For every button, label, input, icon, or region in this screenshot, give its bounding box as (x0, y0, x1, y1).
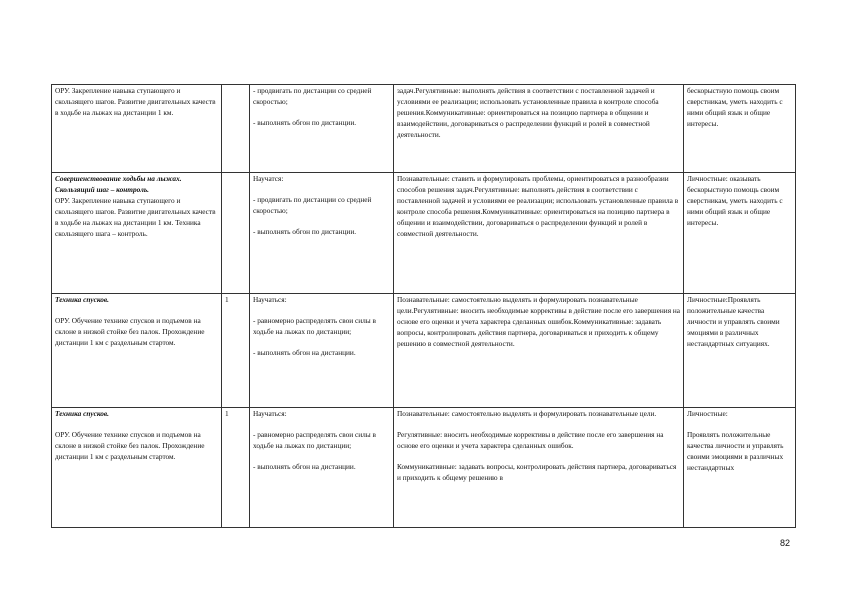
topic-text: ОРУ. Обучение технике спусков и подъемов на склоне в низкой стойке без палок. Прохождение дистанции 1 км с раздельным стартом. (55, 429, 205, 461)
personal-paragraph: Проявлять положительные качества личности и управлять своими эмоциями в различных нестандартных (687, 429, 784, 472)
lesson-plan-table (51, 84, 796, 528)
hours-cell (222, 173, 250, 294)
uud-paragraph: Регулятивные: вносить необходимые коррективы в действие после его завершения на основе его оценки и учета характера сделанных ошибок. (397, 429, 664, 450)
skills-heading: Научаться: (253, 295, 287, 304)
table-body (52, 85, 796, 528)
topic-title: Техника спусков. (55, 295, 110, 304)
skill-item: - выполнять обгон по дистанции. (253, 226, 357, 236)
skill-item: - выполнять обгон на дистанции. (253, 347, 356, 357)
table-row (52, 85, 796, 173)
table-row (52, 294, 796, 408)
uud-paragraph: Познавательные: самостоятельно выделять и формулировать познавательные цели. (397, 409, 657, 418)
topic-cell (52, 85, 222, 173)
personal-cell (684, 294, 796, 408)
skill-item: - выполнять обгон по дистанции. (253, 117, 357, 127)
topic-text: ОРУ. Закрепление навыка ступающего и скользящего шагов. Развитие двигательных качеств в ходьбе на лыжах на дистанции 1 км. Техника скользящего шага – контроль. (55, 195, 216, 238)
topic-cell (52, 408, 222, 528)
personal-cell (684, 408, 796, 528)
uud-cell (394, 173, 684, 294)
skills-cell (250, 408, 394, 528)
skills-cell (250, 85, 394, 173)
personal-cell (684, 85, 796, 173)
skill-item: - продвигать по дистанции со средней скоростью; (253, 194, 372, 215)
uud-cell (394, 408, 684, 528)
topic-cell (52, 173, 222, 294)
skills-cell (250, 173, 394, 294)
personal-paragraph: Личностные:Проявлять положительные качества личности и управлять своими эмоциями в различных нестандартных ситуациях. (687, 295, 780, 348)
hours-cell: 1 (222, 408, 250, 528)
skills-cell (250, 294, 394, 408)
table-row (52, 173, 796, 294)
uud-cell (394, 85, 684, 173)
personal-paragraph: бескорыстную помощь своим сверстникам, уметь находить с ними общий язык и общие интересы. (687, 86, 783, 128)
skills-heading: Научаться: (253, 409, 287, 418)
topic-text: ОРУ. Обучение технике спусков и подъемов на склоне в низкой стойке без палок. Прохождение дистанции 1 км с раздельным стартом. (55, 315, 205, 347)
skill-item: - равномерно распределять свои силы в ходьбе на лыжах по дистанции; (253, 429, 376, 450)
skill-item: - выполнять обгон на дистанции. (253, 461, 356, 471)
hours-cell: 1 (222, 294, 250, 408)
skill-item: - продвигать по дистанции со средней скоростью; (253, 86, 372, 106)
uud-paragraph: задач.Регулятивные: выполнять действия в соответствии с поставленной задачей и условиями ее реализации; использовать установленные правила в контроле способа решения.Коммуникативные: ориентироваться на позицию партнера в общении и взаимодействии, договариваться о распределении функций и ролей в совместной деятельности. (397, 86, 659, 139)
personal-paragraph: Личностные: (687, 409, 728, 418)
uud-cell (394, 294, 684, 408)
topic-title: Совершенствование ходьбы на лыжах. Скользящий шаг – контроль. (55, 174, 182, 194)
topic-text: ОРУ. Закрепление навыка ступающего и скользящего шагов. Развитие двигательных качеств в ходьбе на лыжах на дистанции 1 км. (55, 86, 216, 117)
table-row (52, 408, 796, 528)
skill-item: - равномерно распределять свои силы в ходьбе на лыжах по дистанции; (253, 315, 376, 336)
uud-paragraph: Познавательные: ставить и формулировать проблемы, ориентироваться в разнообразии способов решения задач.Регулятивные: выполнять действия в соответствии с поставленной задачей и условиями ее реализации; использовать установленные правила в контроле способа решения.Коммуникативные: ориентироваться на позицию партнера в общении и взаимодействии, договариваться о распределении функций и ролей в совместной деятельности. (397, 174, 679, 238)
hours-cell (222, 85, 250, 173)
page-number: 82 (779, 538, 790, 548)
personal-paragraph: Личностные: оказывать бескорыстную помощь своим сверстникам, уметь находить с ними общий язык и общие интересы. (687, 174, 783, 227)
topic-title: Техника спусков. (55, 409, 110, 418)
topic-cell (52, 294, 222, 408)
uud-paragraph: Коммуникативные: задавать вопросы, контролировать действия партнера, договариваться и приходить к общему решению в (397, 461, 677, 482)
skills-heading: Научатся: (253, 174, 284, 183)
uud-paragraph: Познавательные: самостоятельно выделять и формулировать познавательные цели.Регулятивные: вносить необходимые коррективы в действие после его завершения на основе его оценки и учета характера сделанных ошибок.Коммуникативные: задавать вопросы, контролировать действия партнера, договариваться и приходить к общему решению в совместной деятельности. (397, 295, 681, 348)
personal-cell (684, 173, 796, 294)
